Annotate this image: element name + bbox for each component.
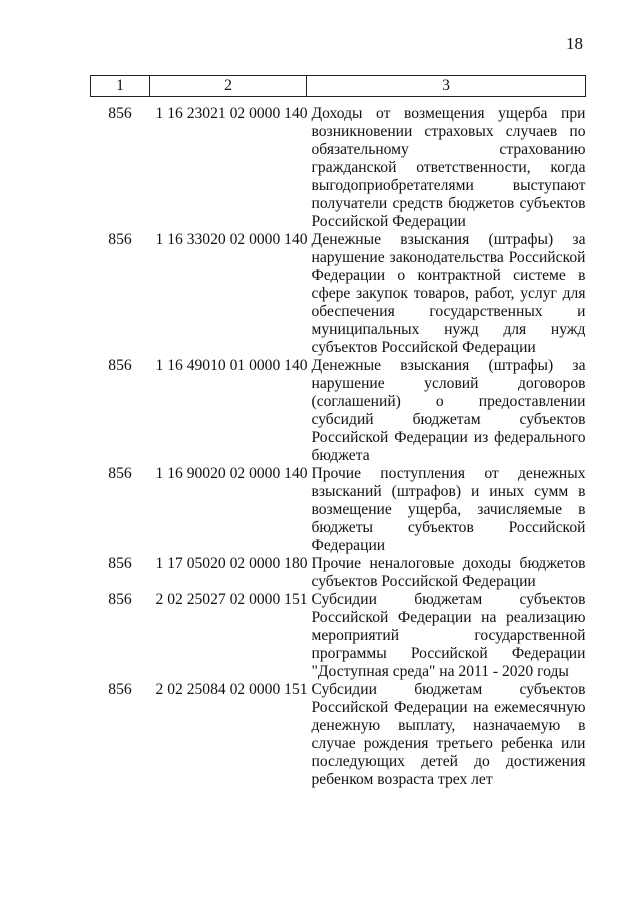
revenue-description: Субсидии бюджетам субъектов Российской Федерации на реализацию мероприятий государственной программы Российской Федерации "Доступная среда" на 2011 - 2020 годы <box>311 591 586 680</box>
table-header-row <box>91 76 586 97</box>
table-row <box>91 231 586 357</box>
revenue-code: 1 16 90020 02 0000 140 <box>155 465 308 482</box>
administrator-code: 856 <box>108 591 132 608</box>
revenue-description: Субсидии бюджетам субъектов Российской Федерации на ежемесячную денежную выплату, назначаемую в случае рождения третьего ребенка или последующих детей до достижения ребенком возраста трех лет <box>311 681 586 788</box>
revenue-code: 1 16 23021 02 0000 140 <box>155 105 308 122</box>
table-header <box>91 76 586 97</box>
table-row <box>91 97 586 232</box>
revenue-description: Прочие поступления от денежных взысканий (штрафов) и иных сумм в возмещение ущерба, зачисляемые в бюджеты субъектов Российской Федерации <box>311 465 586 554</box>
column-header-1: 1 <box>91 76 150 97</box>
table-row <box>91 555 586 591</box>
table-body <box>91 97 586 790</box>
administrator-code: 856 <box>108 105 132 122</box>
administrator-code: 856 <box>108 681 132 698</box>
revenue-description: Доходы от возмещения ущерба при возникновении страховых случаев по обязательному страхованию гражданской ответственности, когда выгодоприобретателями выступают получатели средств бюджетов субъектов Российской Федерации <box>311 105 586 230</box>
administrator-code: 856 <box>108 231 132 248</box>
table-row <box>91 465 586 555</box>
administrator-code: 856 <box>108 555 132 572</box>
revenue-code: 1 16 49010 01 0000 140 <box>155 357 308 374</box>
revenue-description: Прочие неналоговые доходы бюджетов субъектов Российской Федерации <box>311 555 586 590</box>
column-header-2: 2 <box>150 76 307 97</box>
revenue-code: 2 02 25027 02 0000 151 <box>155 591 308 608</box>
table-row <box>91 591 586 681</box>
column-header-3: 3 <box>307 76 586 97</box>
administrator-code: 856 <box>108 465 132 482</box>
page-number: 18 <box>566 34 583 53</box>
revenue-code: 1 17 05020 02 0000 180 <box>155 555 308 572</box>
revenue-codes-table <box>90 75 586 789</box>
administrator-code: 856 <box>108 357 132 374</box>
revenue-code: 2 02 25084 02 0000 151 <box>155 681 308 698</box>
revenue-description: Денежные взыскания (штрафы) за нарушение условий договоров (соглашений) о предоставлении субсидий бюджетам субъектов Российской Федерации из федерального бюджета <box>311 357 586 464</box>
table-row <box>91 681 586 789</box>
table-row <box>91 357 586 465</box>
revenue-code: 1 16 33020 02 0000 140 <box>155 231 308 248</box>
revenue-description: Денежные взыскания (штрафы) за нарушение законодательства Российской Федерации о контрактной системе в сфере закупок товаров, работ, услуг для обеспечения государственных и муниципальных нужд для нужд субъектов Российской Федерации <box>311 231 586 356</box>
